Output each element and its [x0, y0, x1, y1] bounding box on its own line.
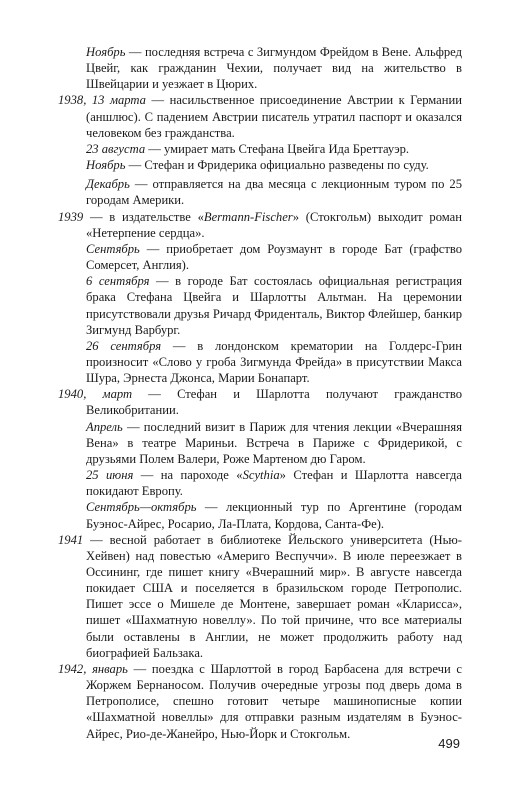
entry-1938-november-divorce: [58, 157, 462, 173]
entry-text: » Стефан и Шарлотта навсегда покидают Европу.: [86, 468, 462, 499]
publisher-name: Bermann-Fischer: [203, 209, 293, 224]
entry-text: — насильственное присоединение Австрии к Германии (аншлюс). С падением Австрии писатель утратил паспорт и оказался человеком без гражданства.: [86, 93, 462, 140]
entry-text: — Стефан и Шарлотта получают гражданство Великобритании.: [86, 387, 462, 418]
entry-1939-sep-6: [58, 273, 462, 338]
entry-date: 1941: [58, 532, 84, 547]
entry-date: Декабрь: [86, 177, 130, 192]
entry-date: 26 сентября: [86, 338, 162, 353]
ship-name: Scythia: [242, 468, 280, 483]
entry-1938-december: [58, 176, 462, 208]
entry-text: — весной работает в библиотеке Йельского университета (Нью-Хейвен) над повестью «Америго Веспуччи». В июле переезжает в Оссининг, где пишет книгу «Вчерашний мир». В августе навсегда покидает США и поселяется в бразильском городе Петрополис. Пишет эссе о Мишеле де Монтене, завершает роман «Кларисса», пишет «Шахматную новеллу». По той причине, что все материалы были оставлены в Англии, не может продолжить работу над биографией Бальзака.: [83, 532, 462, 660]
entry-date: Сентябрь—октябрь: [86, 500, 197, 515]
entry-text: — последняя встреча с Зигмундом Фрейдом в Вене. Альфред Цвейг, как гражданин Чехии, получает вид на жительство в Швейцарии и уезжает в Цюрих.: [86, 45, 462, 92]
entry-1938-november: [58, 44, 462, 92]
entry-date: 1938, 13 марта: [58, 93, 146, 108]
entry-1942-january: [58, 661, 462, 742]
entry-text: — в городе Бат состоялась официальная регистрация брака Стефана Цвейга и Шарлотты Альтман. На церемонии присутствовали друзья Ричард Фриденталь, Виктор Флейшер, банкир Зигмунд Варбург.: [86, 274, 462, 337]
entry-1939: [58, 209, 462, 241]
entry-text: — лекционный тур по Аргентине (городам Буэнос-Айрес, Росарио, Ла-Плата, Кордова, Санта-Фе).: [86, 500, 462, 531]
page-number: 499: [438, 736, 460, 751]
entry-text: — отправляется на два месяца с лекционным туром по 25 городам Америки.: [86, 177, 462, 208]
entry-date: Сентябрь: [86, 241, 140, 256]
chronology-text: [58, 44, 462, 742]
entry-text: » (Стокгольм) выходит роман «Нетерпение сердца».: [86, 209, 462, 240]
entry-date: 1939: [58, 209, 84, 224]
entry-text: — умирает мать Стефана Цвейга Ида Бреттауэр.: [145, 141, 410, 156]
entry-text: — поездка с Шарлоттой в город Барбасена для встречи с Жоржем Бернаносом. Получив очередные угрозы под дверь дома в Петрополисе, спешно готовит четыре машинописные копии «Шахматной новеллы» для отправки разным издателям в Буэнос-Айрес, Рио-де-Жанейро, Нью-Йорк и Стокгольм.: [86, 661, 462, 741]
entry-text: — в издательстве «: [83, 209, 204, 224]
entry-date: Ноябрь: [86, 158, 126, 173]
entry-date: 25 июня: [86, 468, 134, 483]
entry-date: Апрель: [86, 419, 123, 434]
entry-text: — на пароходе «: [133, 468, 243, 483]
entry-1940-sep-oct: [58, 499, 462, 531]
entry-1939-september: [58, 241, 462, 273]
entry-1940-june: [58, 467, 462, 499]
entry-date: 6 сентября: [86, 274, 150, 289]
entry-date: 1940, март: [58, 387, 133, 402]
entry-1938-march: [58, 92, 462, 140]
entry-text: — Стефан и Фридерика официально разведены по суду.: [125, 158, 429, 173]
entry-text: — приобретает дом Роузмаунт в городе Бат (графство Сомерсет, Англия).: [86, 241, 462, 273]
entry-1940-april: [58, 419, 462, 467]
entry-1941: [58, 532, 462, 661]
entry-date: 23 августа: [86, 141, 146, 156]
entry-1938-august: [58, 141, 462, 157]
entry-date: Ноябрь: [86, 45, 126, 59]
entry-1940-march: [58, 386, 462, 418]
entry-1939-sep-26: [58, 338, 462, 386]
entry-date: 1942, январь: [58, 661, 128, 676]
entry-text: — последний визит в Париж для чтения лекции «Вчерашняя Вена» в театре Мариньи. Встреча в Париже с Фридерикой, с друзьями Полем Валери, Роже Мартеном дю Гаром.: [86, 419, 462, 466]
entry-text: — в лондонском крематории на Голдерс-Грин произносит «Слово у гроба Зигмунда Фрейда» в присутствии Макса Шура, Эрнеста Джонса, Марии Бонапарт.: [86, 338, 462, 386]
